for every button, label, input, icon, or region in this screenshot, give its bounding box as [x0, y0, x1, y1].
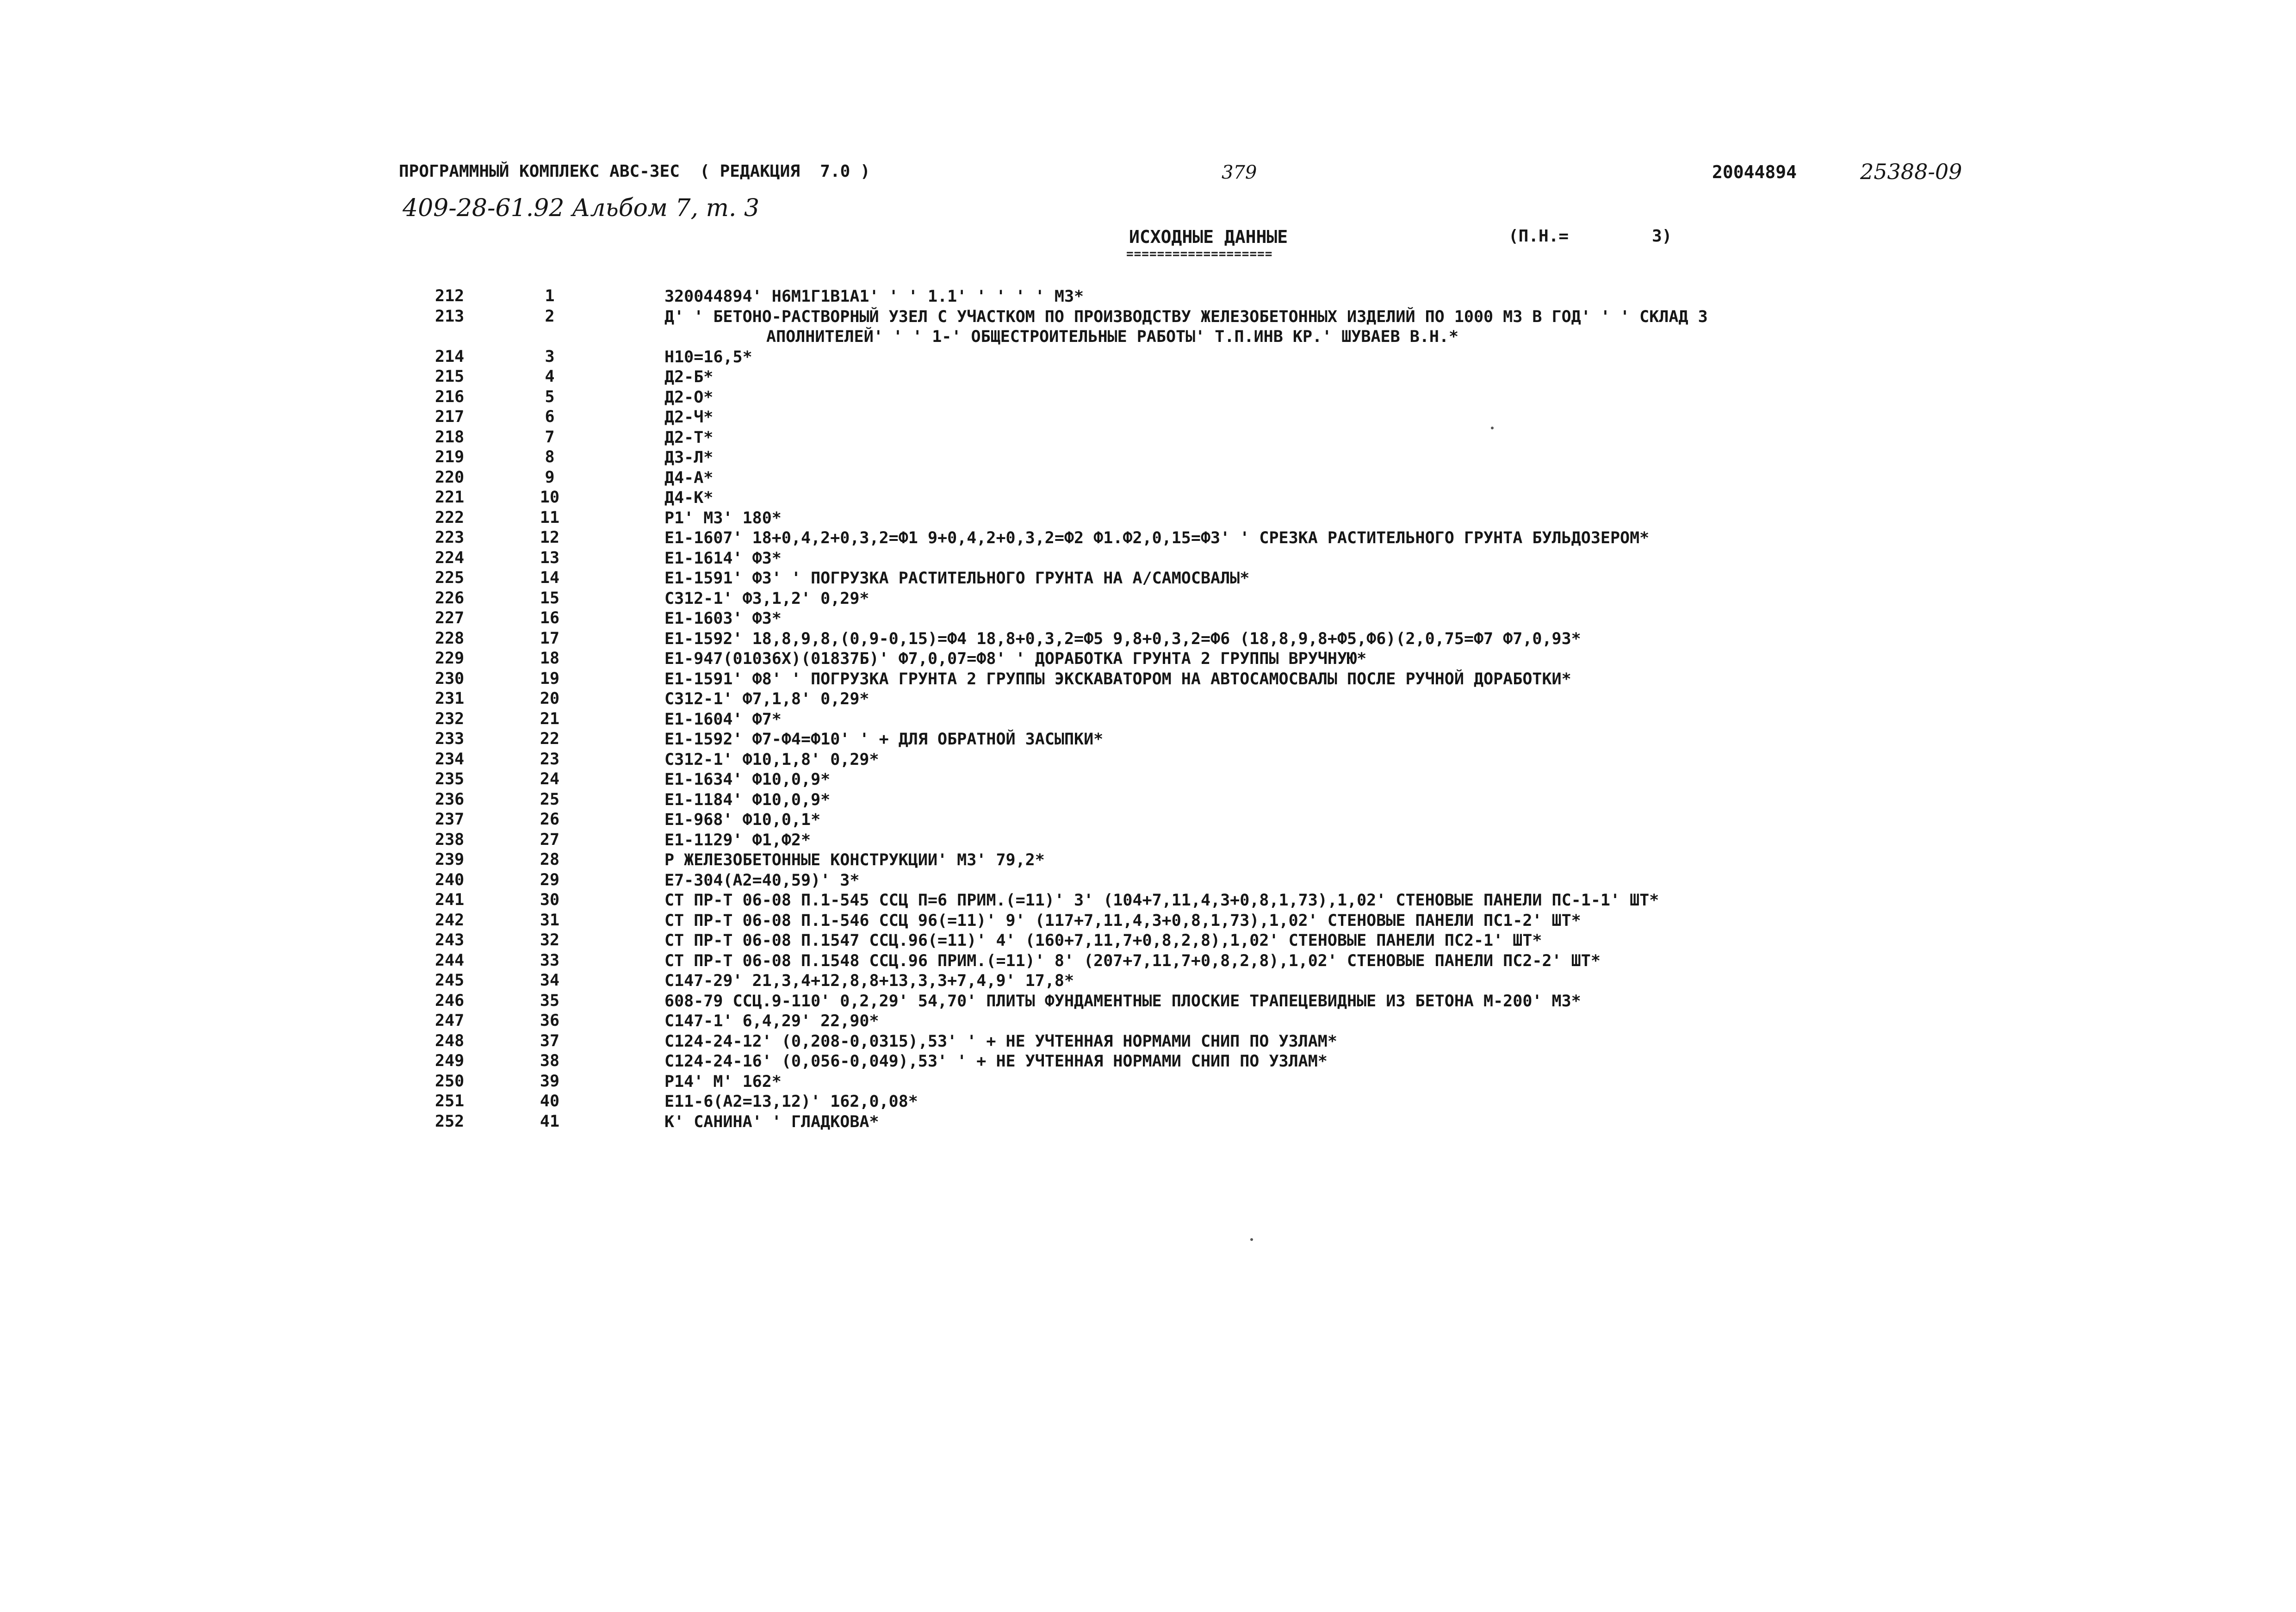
- row-sequence-number: 30: [540, 891, 560, 909]
- row-record-text: С147-1' 6,4,29' 22,90*: [664, 1012, 879, 1030]
- listing-row: [435, 528, 2258, 549]
- listing-row: [435, 931, 2258, 951]
- row-line-number: 238: [435, 830, 465, 849]
- row-record-text: Е1-1603' Ф3*: [664, 609, 782, 628]
- row-record-text: СТ ПР-Т 06-08 П.1-546 ССЦ 96(=11)' 9' (117+7,11,4,3+0,8,1,73),1,02' СТЕНОВЫЕ ПАНЕЛИ ПС1-2' ШТ*: [664, 911, 1581, 930]
- listing-row: [435, 1011, 2258, 1032]
- row-sequence-number: 37: [540, 1031, 560, 1050]
- listing-row: [435, 468, 2258, 489]
- row-sequence-number: 34: [540, 971, 560, 990]
- row-sequence-number: 29: [540, 870, 560, 889]
- row-sequence-number: 16: [540, 609, 560, 627]
- row-record-text: Д' ' БЕТОНО-РАСТВОРНЫЙ УЗЕЛ С УЧАСТКОМ ПО ПРОИЗВОДСТВУ ЖЕЛЕЗОБЕТОННЫХ ИЗДЕЛИЙ ПО 1000 М3 В ГОД' ' ' СКЛАД З: [664, 307, 1708, 326]
- listing-row: [435, 670, 2258, 690]
- listing-row: [435, 609, 2258, 629]
- listing-row: [435, 911, 2258, 931]
- listing-row: [435, 508, 2258, 529]
- row-sequence-number: 15: [540, 589, 560, 608]
- listing-row: [435, 488, 2258, 508]
- row-sequence-number: 1: [545, 287, 555, 305]
- row-record-text: Е7-304(А2=40,59)' 3*: [664, 871, 860, 890]
- listing-row: [435, 891, 2258, 911]
- listing-row: [435, 408, 2258, 428]
- row-sequence-number: 31: [540, 911, 560, 930]
- listing-row: [435, 770, 2258, 790]
- listing-row: [435, 307, 2258, 347]
- listing-row: [435, 629, 2258, 650]
- row-line-number: 249: [435, 1052, 465, 1070]
- row-sequence-number: 8: [545, 448, 555, 466]
- row-sequence-number: 26: [540, 810, 560, 829]
- row-record-text: Д2-Т*: [664, 428, 714, 447]
- row-sequence-number: 20: [540, 689, 560, 708]
- row-record-text: Е1-1634' Ф10,0,9*: [664, 770, 831, 789]
- pass-label: (П.Н.=: [1508, 227, 1569, 246]
- row-record-text: Д3-Л*: [664, 448, 714, 467]
- pass-value: 3): [1652, 227, 1672, 246]
- row-line-number: 226: [435, 589, 465, 608]
- row-line-number: 245: [435, 971, 465, 990]
- listing-row: [435, 388, 2258, 408]
- document-code: 20044894: [1712, 162, 1797, 182]
- row-line-number: 224: [435, 548, 465, 567]
- row-sequence-number: 13: [540, 548, 560, 567]
- row-line-number: 247: [435, 1011, 465, 1030]
- row-line-number: 240: [435, 870, 465, 889]
- listing-row: [435, 1052, 2258, 1072]
- listing-row: [435, 1112, 2258, 1133]
- listing-row: [435, 1032, 2258, 1052]
- row-record-text: Е1-1604' Ф7*: [664, 710, 782, 729]
- row-line-number: 219: [435, 448, 465, 466]
- row-record-text: С312-1' Ф7,1,8' 0,29*: [664, 690, 869, 708]
- page-header: [0, 159, 2296, 194]
- listing-row: [435, 1092, 2258, 1112]
- listing-row: [435, 549, 2258, 569]
- row-record-text: Е1-1607' 18+0,4,2+0,3,2=Ф1 9+0,4,2+0,3,2=Ф2 Ф1.Ф2,0,15=Ф3' ' СРЕЗКА РАСТИТЕЛЬНОГО ГРУНТА БУЛЬДОЗЕРОМ*: [664, 529, 1650, 547]
- title-underline: ===================: [1126, 247, 1273, 261]
- row-line-number: 232: [435, 709, 465, 728]
- page-number: 379: [1222, 162, 1257, 183]
- row-sequence-number: 39: [540, 1072, 560, 1091]
- row-sequence-number: 27: [540, 830, 560, 849]
- row-record-text: Е1-1614' Ф3*: [664, 549, 782, 568]
- listing-row: [435, 750, 2258, 770]
- row-record-text: СТ ПР-Т 06-08 П.1-545 ССЦ П=6 ПРИМ.(=11)' 3' (104+7,11,4,3+0,8,1,73),1,02' СТЕНОВЫЕ ПАНЕЛИ ПС-1-1' ШТ*: [664, 891, 1659, 910]
- row-sequence-number: 2: [545, 307, 555, 326]
- row-line-number: 215: [435, 367, 465, 386]
- row-line-number: 244: [435, 951, 465, 970]
- row-line-number: 220: [435, 468, 465, 487]
- listing-row: [435, 689, 2258, 710]
- row-record-text: СТ ПР-Т 06-08 П.1547 ССЦ.96(=11)' 4' (160+7,11,7+0,8,2,8),1,02' СТЕНОВЫЕ ПАНЕЛИ ПС2-1' ШТ*: [664, 931, 1542, 950]
- row-line-number: 212: [435, 287, 465, 305]
- row-sequence-number: 3: [545, 347, 555, 366]
- row-record-text: Е1-1592' Ф7-Ф4=Ф10' ' + ДЛЯ ОБРАТНОЙ ЗАСЫПКИ*: [664, 730, 1104, 749]
- row-record-text: Е1-1129' Ф1,Ф2*: [664, 831, 811, 849]
- row-record-text: Е11-6(А2=13,12)' 162,0,08*: [664, 1092, 918, 1111]
- row-record-text: 320044894' Н6М1Г1В1А1' ' ' 1.1' ' ' ' ' М3*: [664, 287, 1084, 306]
- row-sequence-number: 6: [545, 408, 555, 426]
- row-sequence-number: 41: [540, 1112, 560, 1131]
- section-title: ИСХОДНЫЕ ДАННЫЕ: [1129, 227, 1288, 247]
- row-line-number: 235: [435, 770, 465, 788]
- section-title-block: [1126, 227, 2054, 268]
- row-line-number: 225: [435, 569, 465, 587]
- sheet-number: 25388-09: [1860, 159, 1962, 184]
- listing-row: [435, 448, 2258, 468]
- row-record-text: Д2-О*: [664, 388, 714, 407]
- listing-row: [435, 871, 2258, 891]
- row-line-number: 228: [435, 629, 465, 648]
- scan-speck: [1491, 427, 1494, 429]
- row-line-number: 243: [435, 931, 465, 949]
- row-sequence-number: 32: [540, 931, 560, 949]
- listing-row: [435, 951, 2258, 972]
- row-record-text: Е1-1591' Ф8' ' ПОГРУЗКА ГРУНТА 2 ГРУППЫ ЭКСКАВАТОРОМ НА АВТОСАМОСВАЛЫ ПОСЛЕ РУЧНОЙ ДОРАБОТКИ*: [664, 670, 1571, 688]
- row-line-number: 241: [435, 891, 465, 909]
- row-record-text: Д2-Б*: [664, 368, 714, 386]
- row-line-number: 234: [435, 750, 465, 769]
- row-line-number: 218: [435, 428, 465, 446]
- row-record-text: Д4-А*: [664, 468, 714, 487]
- row-sequence-number: 9: [545, 468, 555, 487]
- row-line-number: 250: [435, 1072, 465, 1091]
- listing-row: [435, 992, 2258, 1012]
- row-sequence-number: 22: [540, 730, 560, 748]
- row-line-number: 233: [435, 730, 465, 748]
- row-record-text: Д2-Ч*: [664, 408, 714, 427]
- row-sequence-number: 35: [540, 991, 560, 1010]
- row-sequence-number: 17: [540, 629, 560, 648]
- listing-row: [435, 730, 2258, 750]
- row-line-number: 227: [435, 609, 465, 627]
- row-line-number: 221: [435, 488, 465, 507]
- listing-row: [435, 347, 2258, 368]
- listing-row: [435, 850, 2258, 871]
- listing-row: [435, 428, 2258, 448]
- row-line-number: 236: [435, 790, 465, 809]
- row-sequence-number: 36: [540, 1011, 560, 1030]
- row-line-number: 242: [435, 911, 465, 930]
- program-title: ПРОГРАММНЫЙ КОМПЛЕКС АВС-ЗЕС ( РЕДАКЦИЯ 7.0 ): [399, 162, 870, 181]
- row-record-text: Е1-1184' Ф10,0,9*: [664, 790, 831, 809]
- row-line-number: 246: [435, 991, 465, 1010]
- listing-row: [435, 710, 2258, 730]
- row-line-number: 216: [435, 387, 465, 406]
- row-sequence-number: 10: [540, 488, 560, 507]
- row-line-number: 229: [435, 649, 465, 668]
- row-record-text: С312-1' Ф3,1,2' 0,29*: [664, 589, 869, 608]
- row-record-text: Е1-1591' Ф3' ' ПОГРУЗКА РАСТИТЕЛЬНОГО ГРУНТА НА А/САМОСВАЛЫ*: [664, 569, 1250, 588]
- row-sequence-number: 21: [540, 709, 560, 728]
- scan-speck: [1250, 1238, 1253, 1241]
- row-record-text: С124-24-12' (0,208-0,0315),53' ' + НЕ УЧТЕННАЯ НОРМАМИ СНИП ПО УЗЛАМ*: [664, 1032, 1337, 1051]
- row-sequence-number: 7: [545, 428, 555, 446]
- row-sequence-number: 11: [540, 508, 560, 527]
- row-record-text: 608-79 ССЦ.9-110' 0,2,29' 54,70' ПЛИТЫ ФУНДАМЕНТНЫЕ ПЛОСКИЕ ТРАПЕЦЕВИДНЫЕ ИЗ БЕТОНА М-200' М3*: [664, 992, 1581, 1011]
- row-record-text: К' САНИНА' ' ГЛАДКОВА*: [664, 1112, 879, 1131]
- row-line-number: 252: [435, 1112, 465, 1131]
- row-record-text: С124-24-16' (0,056-0,049),53' ' + НЕ УЧТЕННАЯ НОРМАМИ СНИП ПО УЗЛАМ*: [664, 1052, 1328, 1071]
- album-reference: 409-28-61.92 Альбом 7, т. 3: [403, 194, 760, 222]
- row-sequence-number: 4: [545, 367, 555, 386]
- row-sequence-number: 14: [540, 569, 560, 587]
- listing-row: [435, 367, 2258, 388]
- row-line-number: 231: [435, 689, 465, 708]
- row-record-continuation: АПОЛНИТЕЛЕЙ' ' ' 1-' ОБЩЕСТРОИТЕЛЬНЫЕ РАБОТЫ' Т.П.ИНВ КР.' ШУВАЕВ В.Н.*: [766, 328, 1459, 346]
- row-line-number: 230: [435, 669, 465, 688]
- row-line-number: 251: [435, 1092, 465, 1110]
- row-record-text: Е1-968' Ф10,0,1*: [664, 811, 821, 829]
- row-line-number: 223: [435, 528, 465, 547]
- listing-row: [435, 1072, 2258, 1092]
- listing-row: [435, 831, 2258, 851]
- listing-row: [435, 810, 2258, 831]
- row-sequence-number: 24: [540, 770, 560, 788]
- row-record-text: Е1-947(01036Х)(01837Б)' Ф7,0,07=Ф8' ' ДОРАБОТКА ГРУНТА 2 ГРУППЫ ВРУЧНУЮ*: [664, 650, 1367, 668]
- row-sequence-number: 18: [540, 649, 560, 668]
- row-sequence-number: 28: [540, 850, 560, 869]
- row-record-text: С147-29' 21,3,4+12,8,8+13,3,3+7,4,9' 17,8*: [664, 972, 1074, 990]
- row-record-text: Е1-1592' 18,8,9,8,(0,9-0,15)=Ф4 18,8+0,3,2=Ф5 9,8+0,3,2=Ф6 (18,8,9,8+Ф5,Ф6)(2,0,75=Ф7 Ф7,0,93*: [664, 629, 1581, 648]
- row-record-text: СТ ПР-Т 06-08 П.1548 ССЦ.96 ПРИМ.(=11)' 8' (207+7,11,7+0,8,2,8),1,02' СТЕНОВЫЕ ПАНЕЛИ ПС2-2' ШТ*: [664, 951, 1601, 970]
- row-line-number: 239: [435, 850, 465, 869]
- listing-row: [435, 569, 2258, 589]
- row-line-number: 214: [435, 347, 465, 366]
- row-line-number: 217: [435, 408, 465, 426]
- listing-row: [435, 790, 2258, 811]
- row-line-number: 213: [435, 307, 465, 326]
- row-record-text: Р1' М3' 180*: [664, 508, 782, 527]
- row-sequence-number: 33: [540, 951, 560, 970]
- row-sequence-number: 12: [540, 528, 560, 547]
- source-data-listing: [435, 287, 2258, 1132]
- row-sequence-number: 40: [540, 1092, 560, 1110]
- row-line-number: 248: [435, 1031, 465, 1050]
- row-sequence-number: 25: [540, 790, 560, 809]
- row-line-number: 222: [435, 508, 465, 527]
- row-record-text: Д4-К*: [664, 489, 714, 507]
- row-record-text: Р14' М' 162*: [664, 1072, 782, 1091]
- listing-row: [435, 589, 2258, 609]
- row-record-text: С312-1' Ф10,1,8' 0,29*: [664, 750, 879, 769]
- row-sequence-number: 38: [540, 1052, 560, 1070]
- row-line-number: 237: [435, 810, 465, 829]
- row-sequence-number: 19: [540, 669, 560, 688]
- row-sequence-number: 5: [545, 387, 555, 406]
- row-record-text: Н10=16,5*: [664, 347, 752, 366]
- listing-row: [435, 649, 2258, 670]
- row-record-text: Р ЖЕЛЕЗОБЕТОННЫЕ КОНСТРУКЦИИ' М3' 79,2*: [664, 851, 1045, 869]
- listing-row: [435, 971, 2258, 992]
- listing-row: [435, 287, 2258, 307]
- row-sequence-number: 23: [540, 750, 560, 769]
